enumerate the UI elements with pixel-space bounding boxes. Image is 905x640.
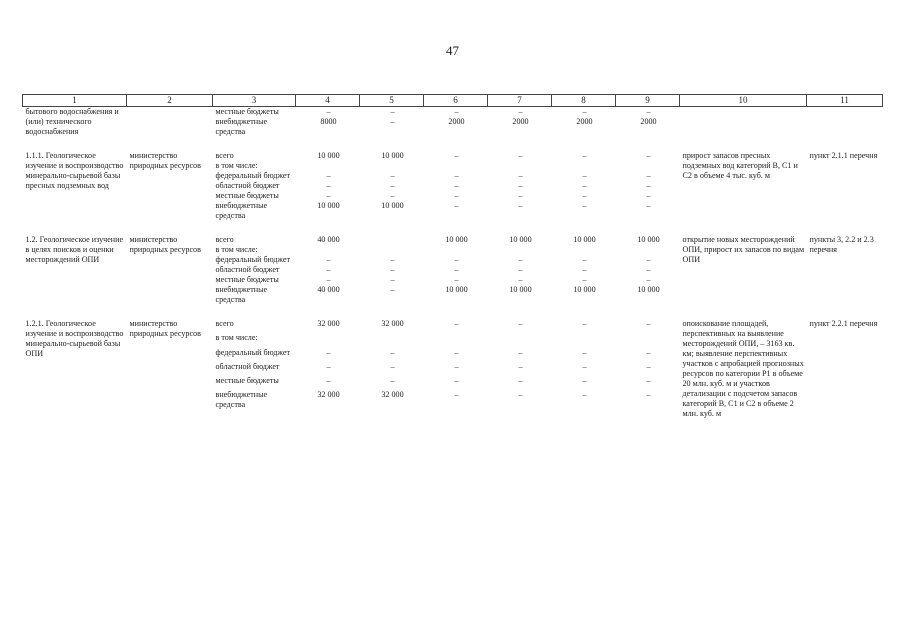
cell-value: – — [646, 347, 651, 357]
cell-value — [424, 245, 488, 255]
cell-value: 10 000 — [573, 285, 596, 294]
executor: министерство природных ресурсов — [129, 319, 201, 338]
funding-label: федеральный бюджет — [215, 171, 290, 180]
cell-value: – — [646, 376, 651, 386]
cell-value: – — [454, 191, 459, 200]
cell-value — [616, 161, 680, 171]
cell-value: – — [646, 265, 651, 274]
cell-value: – — [390, 265, 395, 274]
page-number: 47 — [446, 43, 459, 58]
funding-label: местные бюджеты — [215, 376, 279, 386]
cell-value: – — [582, 265, 587, 274]
result-text: открытие новых месторождений ОПИ, прирост их запасов по видам ОПИ — [682, 235, 805, 264]
cell-value — [360, 245, 424, 255]
result-text: прирост запасов пресных подземных вод категорий B, C1 и C2 в объеме 4 тыс. куб. м — [682, 151, 798, 180]
reference-text: пункт 2.1.1 перечня — [809, 151, 878, 160]
cell-value: – — [518, 191, 523, 200]
cell-value: – — [390, 361, 395, 371]
cell-value: – — [326, 361, 331, 371]
cell-value: – — [518, 361, 523, 371]
cell-value — [552, 245, 616, 255]
cell-value: 2000 — [448, 117, 465, 126]
cell-value: – — [582, 201, 587, 210]
funding-label: в том числе: — [215, 245, 258, 254]
col-header: 3 — [213, 95, 296, 107]
cell-value: – — [326, 376, 331, 386]
executor: министерство природных ресурсов — [129, 151, 201, 170]
cell-value: – — [390, 275, 395, 284]
measure-name: бытового водоснабжения и (или) технического водоснабжения — [25, 107, 119, 136]
cell-value: – — [582, 151, 587, 160]
cell-value: – — [582, 255, 587, 264]
cell-value: – — [390, 191, 395, 200]
cell-value: – — [646, 201, 651, 210]
cell-value: 32 000 — [381, 319, 404, 328]
col-header: 4 — [296, 95, 360, 107]
cell-value — [296, 245, 360, 255]
funding-label: в том числе: — [215, 333, 258, 343]
funding-label: областной бюджет — [215, 181, 280, 190]
cell-value: – — [646, 171, 651, 180]
cell-value: 10 000 — [509, 235, 532, 244]
cell-value: – — [518, 107, 523, 116]
cell-value: – — [582, 390, 587, 400]
spacer — [23, 137, 883, 151]
col-header: 7 — [488, 95, 552, 107]
section-gap — [23, 305, 883, 319]
cell-value: – — [390, 255, 395, 264]
cell-value: – — [454, 347, 459, 357]
cell-value — [296, 161, 360, 171]
cell-value — [424, 333, 488, 347]
cell-value — [424, 161, 488, 171]
table-row — [23, 319, 883, 333]
cell-value: – — [582, 319, 587, 328]
funding-label: областной бюджет — [215, 265, 280, 274]
cell-value: – — [582, 275, 587, 284]
cell-value: – — [454, 265, 459, 274]
cell-value — [296, 333, 360, 347]
cell-value: – — [454, 201, 459, 210]
cell-value: 8000 — [320, 117, 337, 126]
cell-value — [552, 333, 616, 347]
spacer — [23, 221, 883, 235]
funding-label: внебюджетные средства — [215, 390, 268, 410]
cell-value: – — [454, 275, 459, 284]
cell-value: – — [646, 107, 651, 116]
cell-value: 10 000 — [509, 285, 532, 294]
cell-value: 2000 — [576, 117, 593, 126]
cell-value: – — [646, 275, 651, 284]
column-header-row — [23, 95, 883, 107]
cell-value: – — [390, 285, 395, 294]
cell-value: – — [326, 255, 331, 264]
table-row — [23, 107, 883, 118]
cell-value: – — [454, 255, 459, 264]
cell-value: – — [518, 347, 523, 357]
cell-value: – — [518, 181, 523, 190]
cell-value: – — [646, 361, 651, 371]
cell-value: – — [646, 255, 651, 264]
cell-value: – — [454, 390, 459, 400]
cell-value: 10 000 — [637, 285, 660, 294]
cell-value: 10 000 — [445, 285, 468, 294]
table-row — [23, 151, 883, 161]
col-header: 6 — [424, 95, 488, 107]
cell-value: 10 000 — [381, 151, 404, 160]
cell-value: – — [582, 376, 587, 386]
cell-value — [552, 161, 616, 171]
funding-label: местные бюджеты — [215, 275, 279, 284]
reference-text: пункты 3, 2.2 и 2.3 перечня — [809, 235, 874, 254]
cell-value: – — [390, 181, 395, 190]
cell-value: – — [454, 181, 459, 190]
funding-label: местные бюджеты — [215, 107, 279, 116]
section-gap — [23, 221, 883, 235]
cell-value: – — [518, 255, 523, 264]
cell-value: – — [326, 171, 331, 180]
cell-value: 10 000 — [317, 201, 340, 210]
cell-value — [488, 245, 552, 255]
funding-label: внебюджетные средства — [215, 117, 268, 136]
cell-value: 10 000 — [381, 201, 404, 210]
reference-text: пункт 2.2.1 перечня — [809, 319, 878, 328]
cell-value: – — [582, 361, 587, 371]
executor — [127, 107, 213, 138]
cell-value: 2000 — [640, 117, 657, 126]
cell-value: – — [326, 347, 331, 357]
reference-text — [807, 107, 883, 138]
cell-value: – — [454, 361, 459, 371]
cell-value: – — [518, 171, 523, 180]
cell-value: 10 000 — [317, 151, 340, 160]
cell-value — [360, 333, 424, 347]
cell-value: – — [582, 181, 587, 190]
cell-value: 40 000 — [317, 235, 340, 244]
result-text: опоискование площадей, перспективных на выявление месторождений ОПИ, – 3163 кв. км; выявление перспективных участков с апробацией прогнозных ресурсов по категории Р1 в объеме 20 млн. куб. м и участков детализации с подсчетом запасов категорий B, C1 и C2 в объеме 2 млн. куб. м — [682, 319, 804, 418]
funding-label: внебюджетные средства — [215, 201, 268, 220]
cell-value: – — [454, 171, 459, 180]
col-header: 8 — [552, 95, 616, 107]
cell-value: – — [518, 319, 523, 328]
cell-value: – — [326, 181, 331, 190]
funding-label: областной бюджет — [215, 361, 280, 371]
cell-value: 32 000 — [317, 390, 340, 400]
col-header: 1 — [23, 95, 127, 107]
cell-value: – — [326, 191, 331, 200]
cell-value: – — [582, 191, 587, 200]
cell-value: – — [390, 107, 395, 116]
cell-value: – — [646, 151, 651, 160]
col-header: 9 — [616, 95, 680, 107]
spacer — [23, 305, 883, 319]
funding-label: всего — [215, 235, 234, 244]
measure-name: 1.1.1. Геологическое изучение и воспроизводство минерально-сырьевой базы пресных подземных вод — [25, 151, 124, 190]
cell-value: – — [582, 347, 587, 357]
cell-value: – — [390, 171, 395, 180]
cell-value: – — [454, 376, 459, 386]
cell-value: – — [326, 275, 331, 284]
cell-value: – — [518, 376, 523, 386]
table-row — [23, 235, 883, 245]
cell-value: 10 000 — [637, 235, 660, 244]
funding-label: в том числе: — [215, 161, 258, 170]
cell-value: – — [518, 390, 523, 400]
cell-value: – — [326, 107, 331, 116]
col-header: 5 — [360, 95, 424, 107]
cell-value: – — [646, 390, 651, 400]
cell-value — [360, 161, 424, 171]
cell-value — [616, 333, 680, 347]
cell-value — [616, 245, 680, 255]
cell-value: 32 000 — [317, 319, 340, 328]
cell-value: – — [582, 107, 587, 116]
funding-label: всего — [215, 319, 234, 328]
col-header: 11 — [807, 95, 883, 107]
funding-label: федеральный бюджет — [215, 347, 290, 357]
funding-label: местные бюджеты — [215, 191, 279, 200]
cell-value — [488, 333, 552, 347]
funding-label: внебюджетные средства — [215, 285, 268, 304]
cell-value: 2000 — [512, 117, 529, 126]
cell-value: – — [518, 201, 523, 210]
result-text — [680, 107, 807, 138]
cell-value: – — [646, 191, 651, 200]
cell-value: 40 000 — [317, 285, 340, 294]
measure-name: 1.2.1. Геологическое изучение и воспроизводство минерально-сырьевой базы ОПИ — [25, 319, 124, 358]
executor: министерство природных ресурсов — [129, 235, 201, 254]
cell-value: – — [518, 275, 523, 284]
cell-value: – — [646, 181, 651, 190]
cell-value: – — [390, 376, 395, 386]
measure-name: 1.2. Геологическое изучение в целях поисков и оценки месторождений ОПИ — [25, 235, 124, 264]
cell-value: 10 000 — [573, 235, 596, 244]
cell-value: – — [518, 151, 523, 160]
cell-value: – — [582, 171, 587, 180]
col-header: 10 — [680, 95, 807, 107]
cell-value: – — [454, 151, 459, 160]
cell-value: – — [326, 265, 331, 274]
cell-value — [488, 161, 552, 171]
col-header: 2 — [127, 95, 213, 107]
section-gap — [23, 137, 883, 151]
cell-value: 32 000 — [381, 390, 404, 400]
cell-value: – — [454, 107, 459, 116]
funding-label: федеральный бюджет — [215, 255, 290, 264]
cell-value — [360, 235, 424, 245]
cell-value: – — [518, 265, 523, 274]
cell-value: 10 000 — [445, 235, 468, 244]
cell-value: – — [390, 347, 395, 357]
program-table — [22, 94, 883, 419]
funding-label: всего — [215, 151, 234, 160]
cell-value: – — [646, 319, 651, 328]
cell-value: – — [390, 117, 395, 126]
cell-value: – — [454, 319, 459, 328]
